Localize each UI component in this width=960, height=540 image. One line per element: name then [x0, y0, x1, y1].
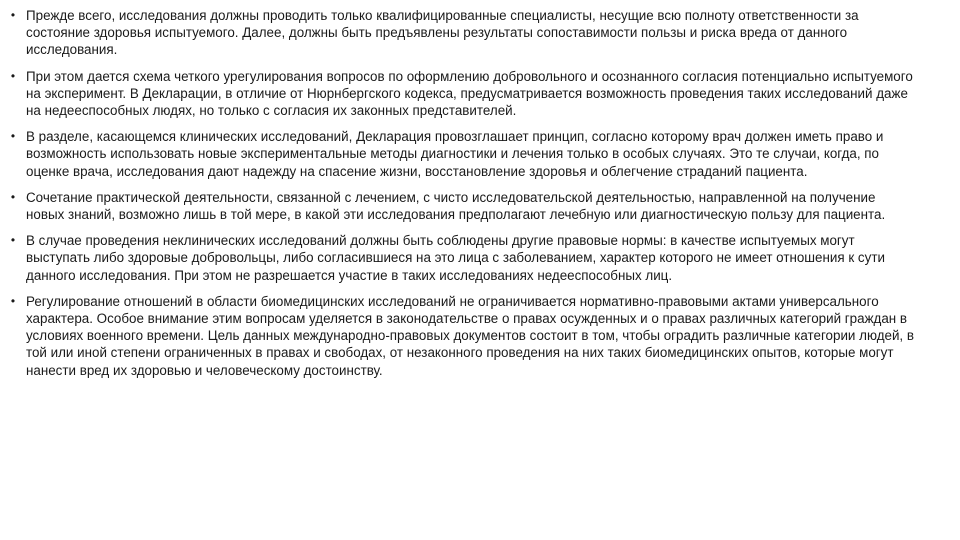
bullet-text: Сочетание практической деятельности, связанной с лечением, с чисто исследовательской деятельностью, направленной на получение новых знаний, возможно лишь в той мере, в какой эти исследования предполагают лечебную или диагностическую пользу для пациента.	[26, 189, 886, 223]
bullet-item-5	[6, 232, 916, 284]
bullet-item-1	[6, 7, 916, 59]
bullet-item-2	[6, 68, 916, 120]
bullet-list	[6, 7, 916, 387]
bullet-item-3	[6, 128, 916, 180]
bullet-item-4	[6, 189, 916, 223]
bullet-dot-icon: •	[10, 233, 16, 248]
bullet-text: При этом дается схема четкого урегулирования вопросов по оформлению добровольного и осознанного согласия потенциально испытуемого на эксперимент. В Декларации, в отличие от Нюрнбергского кодекса, предусматривается возможность проведения таких исследований даже на недееспособных людях, но только с согласия их законных представителей.	[26, 68, 913, 119]
bullet-dot-icon: •	[10, 189, 16, 204]
bullet-text: Регулирование отношений в области биомедицинских исследований не ограничивается нормативно-правовыми актами универсального характера. Особое внимание этим вопросам уделяется в законодательстве о правах осужденных и о правах различных категорий граждан в условиях военного времени. Цель данных международно-правовых документов состоит в том, чтобы оградить различные категории людей, в той или иной степени ограниченных в правах и свободах, от незаконного проведения на них таких биомедицинских опытов, которые могут нанести вред их здоровью и человеческому достоинству.	[26, 293, 914, 378]
bullet-dot-icon: •	[10, 293, 16, 308]
bullet-text: Прежде всего, исследования должны проводить только квалифицированные специалисты, несущие всю полноту ответственности за состояние здоровья испытуемого. Далее, должны быть предъявлены результаты сопоставимости пользы и риска вреда от данного исследования.	[26, 8, 859, 58]
bullet-text: В разделе, касающемся клинических исследований, Декларация провозглашает принцип, согласно которому врач должен иметь право и возможность использовать новые экспериментальные методы диагностики и лечения только в особых случаях. Это те случаи, когда, по оценке врача, исследования дают надежду на спасение жизни, восстановление здоровья и облегчение страданий пациента.	[26, 129, 884, 179]
bullet-text: В случае проведения неклинических исследований должны быть соблюдены другие правовые нормы: в качестве испытуемых могут выступать либо здоровые добровольцы, либо согласившиеся на это лица с заболеванием, характер которого не имеет отношения к сути данного исследования. При этом не разрешается участие в таких исследованиях недееспособных лиц.	[26, 233, 885, 283]
bullet-dot-icon: •	[10, 129, 16, 144]
bullet-dot-icon: •	[10, 68, 16, 83]
bullet-item-6	[6, 293, 916, 379]
bullet-dot-icon: •	[10, 8, 16, 22]
